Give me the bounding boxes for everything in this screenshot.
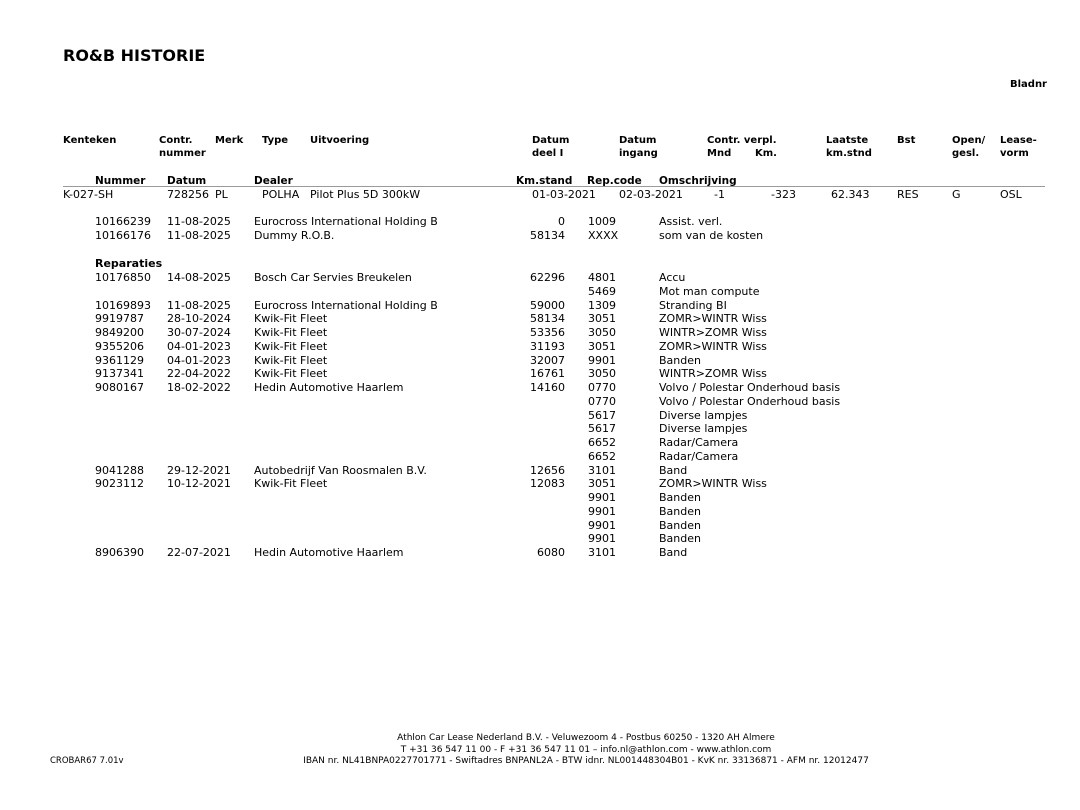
header-kenteken: Kenteken	[63, 135, 117, 146]
cell-code: 1009	[588, 215, 616, 228]
cell-km: 12656	[530, 463, 565, 477]
cell-datum: 04-01-2023	[167, 339, 231, 353]
cell-omschrijving: Banden	[659, 518, 701, 532]
cell-km: 31193	[530, 339, 565, 353]
cell-code: 1309	[588, 298, 616, 312]
cell-omschrijving: Diverse lampjes	[659, 422, 748, 436]
header-type: Type	[262, 135, 289, 146]
footer-address	[0, 733, 1080, 768]
cell-omschrijving: Radar/Camera	[659, 436, 739, 449]
cell-dealer: Kwik-Fit Fleet	[254, 367, 328, 381]
cell-km: 58134	[530, 229, 565, 242]
cell-omschrijving: Mot man compute	[659, 284, 760, 298]
cell-km: 16761	[530, 367, 565, 381]
vehicle-leasevorm: OSL	[1000, 188, 1022, 201]
cell-datum: 04-01-2023	[167, 353, 231, 367]
cell-nummer: 9080167	[95, 381, 144, 394]
cell-km: 6080	[537, 546, 565, 559]
subheader-omschrijving: Omschrijving	[659, 175, 737, 187]
cell-nummer: 9919787	[95, 312, 144, 326]
cell-omschrijving: ZOMR>WINTR Wiss	[659, 339, 767, 353]
subheader-datum: Datum	[167, 175, 207, 187]
vehicle-bst: RES	[897, 188, 919, 201]
cell-dealer: Kwik-Fit Fleet	[254, 477, 328, 491]
cell-dealer: Kwik-Fit Fleet	[254, 339, 328, 353]
footer-line-3: IBAN nr. NL41BNPA0227701771 - Swiftadres BNPANL2A - BTW idnr. NL001448304B01 - KvK nr. 33136871 - AFM nr. 12012477	[303, 756, 869, 766]
vehicle-datum-ingang: 02-03-2021	[619, 188, 683, 201]
cell-nummer: 9041288	[95, 463, 144, 477]
cell-omschrijving: Volvo / Polestar Onderhoud basis	[659, 394, 841, 408]
cell-datum: 11-08-2025	[167, 298, 231, 312]
subheader-nummer: Nummer	[95, 175, 146, 187]
cell-dealer: Autobedrijf Van Roosmalen B.V.	[254, 463, 427, 477]
cell-dealer: Hedin Automotive Haarlem	[254, 381, 404, 394]
cell-omschrijving: Stranding BI	[659, 298, 727, 312]
cell-km: 14160	[530, 381, 565, 394]
cell-omschrijving: Diverse lampjes	[659, 408, 748, 422]
cell-code: 3051	[588, 477, 616, 491]
cell-datum: 28-10-2024	[167, 312, 231, 326]
cell-km: 53356	[530, 326, 565, 339]
cell-code: 3050	[588, 326, 616, 339]
cell-nummer: 10176850	[95, 271, 151, 284]
cell-code: 5617	[588, 408, 616, 422]
header-laatste-kmstnd: Laatste km.stnd	[826, 135, 872, 159]
vehicle-type: POLHA	[262, 188, 300, 201]
cell-dealer: Bosch Car Servies Breukelen	[254, 271, 412, 284]
cell-omschrijving: Band	[659, 546, 688, 559]
vehicle-uitvoering: Pilot Plus 5D 300kW	[310, 188, 421, 201]
cell-omschrijving: WINTR>ZOMR Wiss	[659, 367, 767, 381]
vehicle-laatste-km: 62.343	[831, 188, 870, 201]
subheader-kmstand: Km.stand	[516, 175, 573, 187]
cell-omschrijving: Volvo / Polestar Onderhoud basis	[659, 381, 841, 394]
cell-nummer: 9137341	[95, 367, 144, 381]
cell-code: 0770	[588, 394, 616, 408]
cell-code: 3051	[588, 312, 616, 326]
cell-datum: 22-04-2022	[167, 367, 231, 381]
header-mnd: Mnd	[707, 148, 732, 159]
cell-nummer: 9849200	[95, 326, 144, 339]
subheader-dealer: Dealer	[254, 175, 293, 187]
cell-code: 0770	[588, 381, 616, 394]
subheader-repcode: Rep.code	[587, 175, 642, 187]
cell-code: XXXX	[588, 229, 619, 242]
cell-km: 0	[558, 215, 565, 228]
cell-omschrijving: WINTR>ZOMR Wiss	[659, 326, 767, 339]
cell-code: 9901	[588, 532, 616, 546]
section-label-reparaties: Reparaties	[95, 257, 163, 270]
header-contr-nummer: Contr. nummer	[159, 135, 206, 159]
cell-omschrijving: ZOMR>WINTR Wiss	[659, 477, 767, 491]
cell-nummer: 9023112	[95, 477, 144, 491]
cell-omschrijving: Banden	[659, 504, 701, 518]
cell-omschrijving: Banden	[659, 491, 701, 504]
cell-omschrijving: Assist. verl.	[659, 215, 723, 228]
cell-code: 9901	[588, 491, 616, 504]
cell-dealer: Kwik-Fit Fleet	[254, 326, 328, 339]
cell-nummer: 10166176	[95, 229, 151, 242]
header-datum-ingang: Datum ingang	[619, 135, 658, 159]
cell-dealer: Eurocross International Holding B	[254, 298, 438, 312]
cell-km: 12083	[530, 477, 565, 491]
cell-code: 5617	[588, 422, 616, 436]
cell-datum: 22-07-2021	[167, 546, 231, 559]
cell-nummer: 9355206	[95, 339, 144, 353]
page-title: RO&B HISTORIE	[63, 46, 206, 65]
cell-code: 9901	[588, 353, 616, 367]
cell-code: 6652	[588, 449, 616, 463]
cell-datum: 11-08-2025	[167, 215, 231, 228]
cell-code: 3050	[588, 367, 616, 381]
cell-code: 6652	[588, 436, 616, 449]
header-uitvoering: Uitvoering	[310, 135, 370, 146]
vehicle-contract: 728256	[167, 188, 209, 201]
footer-line-1: Athlon Car Lease Nederland B.V. - Veluwezoom 4 - Postbus 60250 - 1320 AH Almere	[397, 733, 775, 743]
header-leasevorm: Lease- vorm	[1000, 135, 1037, 159]
cell-omschrijving: ZOMR>WINTR Wiss	[659, 312, 767, 326]
vehicle-merk: PL	[215, 188, 228, 201]
cell-km: 59000	[530, 298, 565, 312]
cell-datum: 10-12-2021	[167, 477, 231, 491]
header-open-gesl: Open/ gesl.	[952, 135, 986, 159]
header-merk: Merk	[215, 135, 244, 146]
cell-nummer: 9361129	[95, 353, 144, 367]
cell-datum: 30-07-2024	[167, 326, 231, 339]
cell-code: 5469	[588, 284, 616, 298]
cell-dealer: Dummy R.O.B.	[254, 229, 335, 242]
vehicle-open: G	[952, 188, 961, 201]
header-contr-verpl: Contr. verpl.	[707, 135, 777, 146]
cell-omschrijving: Banden	[659, 532, 701, 546]
cell-datum: 18-02-2022	[167, 381, 231, 394]
cell-omschrijving: Banden	[659, 353, 701, 367]
cell-datum: 29-12-2021	[167, 463, 231, 477]
cell-km: 62296	[530, 271, 565, 284]
cell-dealer: Hedin Automotive Haarlem	[254, 546, 404, 559]
header-km: Km.	[755, 148, 777, 159]
cell-omschrijving: Band	[659, 463, 688, 477]
footer-line-2: T +31 36 547 11 00 - F +31 36 547 11 01 – info.nl@athlon.com - www.athlon.com	[400, 744, 772, 755]
cell-code: 4801	[588, 271, 616, 284]
cell-dealer: Kwik-Fit Fleet	[254, 353, 328, 367]
cell-code: 9901	[588, 518, 616, 532]
cell-nummer: 10169893	[95, 298, 151, 312]
vehicle-km: -323	[771, 188, 796, 201]
cell-code: 3101	[588, 463, 616, 477]
header-bst: Bst	[897, 135, 916, 146]
vehicle-mnd: -1	[714, 188, 725, 201]
cell-dealer: Eurocross International Holding B	[254, 215, 438, 228]
cell-nummer: 10166239	[95, 215, 151, 228]
cell-omschrijving: som van de kosten	[659, 229, 764, 242]
cell-dealer: Kwik-Fit Fleet	[254, 312, 328, 326]
cell-km: 32007	[530, 353, 565, 367]
vehicle-kenteken: K-027-SH	[63, 188, 114, 201]
cell-code: 9901	[588, 504, 616, 518]
header-datum-deel: Datum deel I	[532, 135, 570, 159]
header-divider	[63, 186, 1045, 187]
page-number-label: Bladnr	[1009, 79, 1047, 90]
cell-datum: 14-08-2025	[167, 271, 231, 284]
vehicle-datum-deel: 01-03-2021	[532, 188, 596, 201]
cell-datum: 11-08-2025	[167, 229, 231, 242]
cell-omschrijving: Radar/Camera	[659, 449, 739, 463]
cell-code: 3101	[588, 546, 616, 559]
footer-form-code: CROBAR67 7.01v	[50, 756, 124, 766]
cell-nummer: 8906390	[95, 546, 144, 559]
cell-km: 58134	[530, 312, 565, 326]
cell-code: 3051	[588, 339, 616, 353]
cell-omschrijving: Accu	[659, 271, 686, 284]
